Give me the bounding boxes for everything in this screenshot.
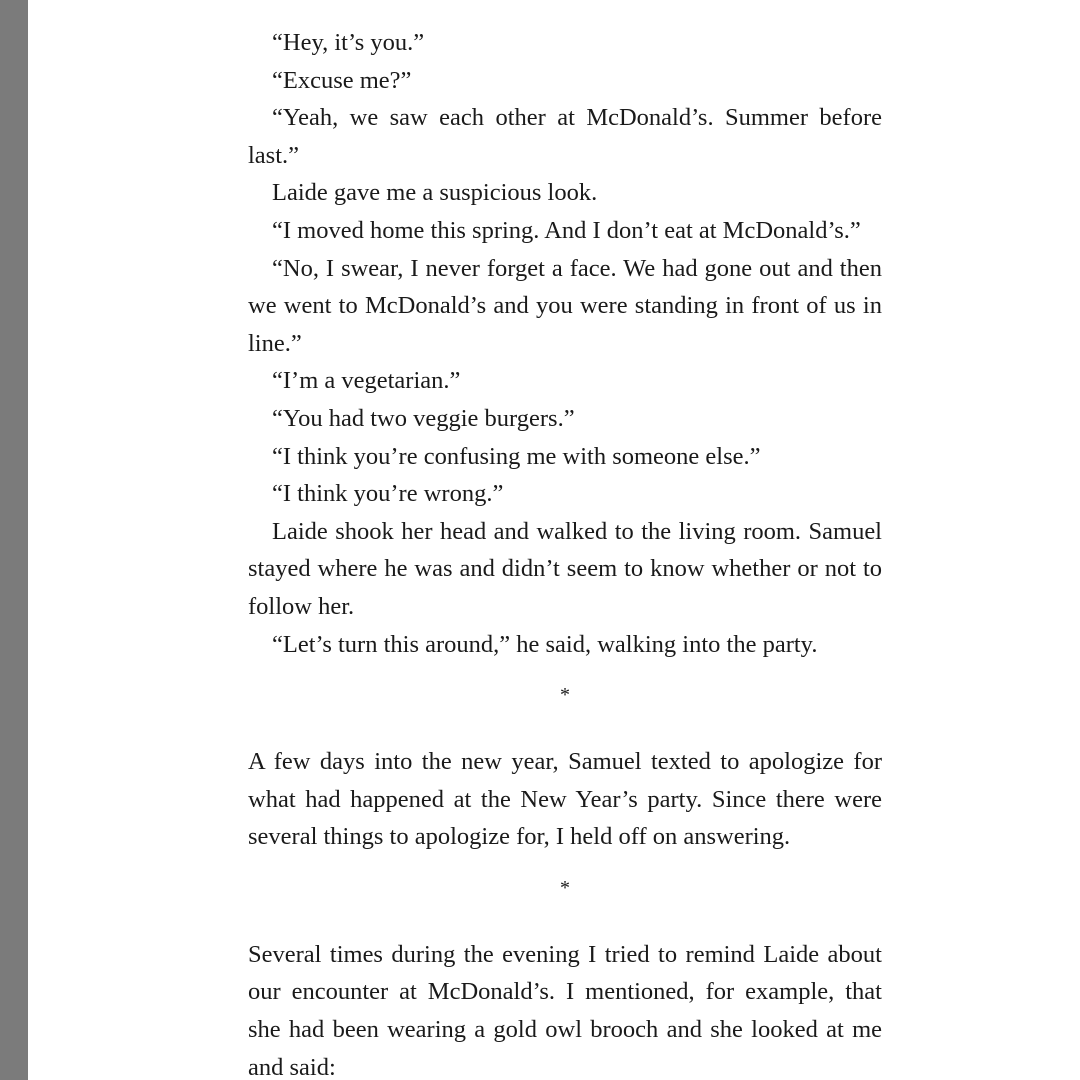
- paragraph: “I think you’re confusing me with someone else.”: [272, 442, 761, 470]
- paragraph: “I moved home this spring. And I don’t eat at McDonald’s.”: [272, 216, 861, 244]
- paragraph: “You had two veggie burgers.”: [272, 404, 575, 432]
- paragraph: “Yeah, we saw each other at McDonald’s. Summer before last.”: [248, 104, 882, 169]
- body-text: [248, 24, 882, 1080]
- paragraph: “Hey, it’s you.”: [272, 29, 425, 56]
- paragraph: “I’m a vegetarian.”: [272, 367, 461, 395]
- paragraph: “I think you’re wrong.”: [272, 480, 504, 508]
- section-break: *: [560, 876, 570, 899]
- section-break: *: [560, 684, 570, 707]
- page-margin-strip: [0, 0, 28, 1080]
- paragraph: Several times during the evening I tried to remind Laide about our encounter at McDonald’s. I mentioned, for example, that she had been wearing a gold owl brooch and she looked at me and said:: [248, 940, 882, 1080]
- paragraph: “Excuse me?”: [272, 66, 412, 94]
- paragraph: “No, I swear, I never forget a face. We had gone out and then we went to McDonald’s and you were standing in front of us in line.”: [248, 254, 882, 357]
- paragraph: Laide gave me a suspicious look.: [272, 179, 598, 207]
- paragraph: A few days into the new year, Samuel texted to apologize for what had happened at the New Year’s party. Since there were several things to apologize for, I held off on answering.: [248, 748, 882, 851]
- paragraph: “Let’s turn this around,” he said, walking into the party.: [272, 630, 818, 658]
- paragraph: Laide shook her head and walked to the living room. Samuel stayed where he was and didn’t seem to know whether or not to follow her.: [248, 517, 882, 620]
